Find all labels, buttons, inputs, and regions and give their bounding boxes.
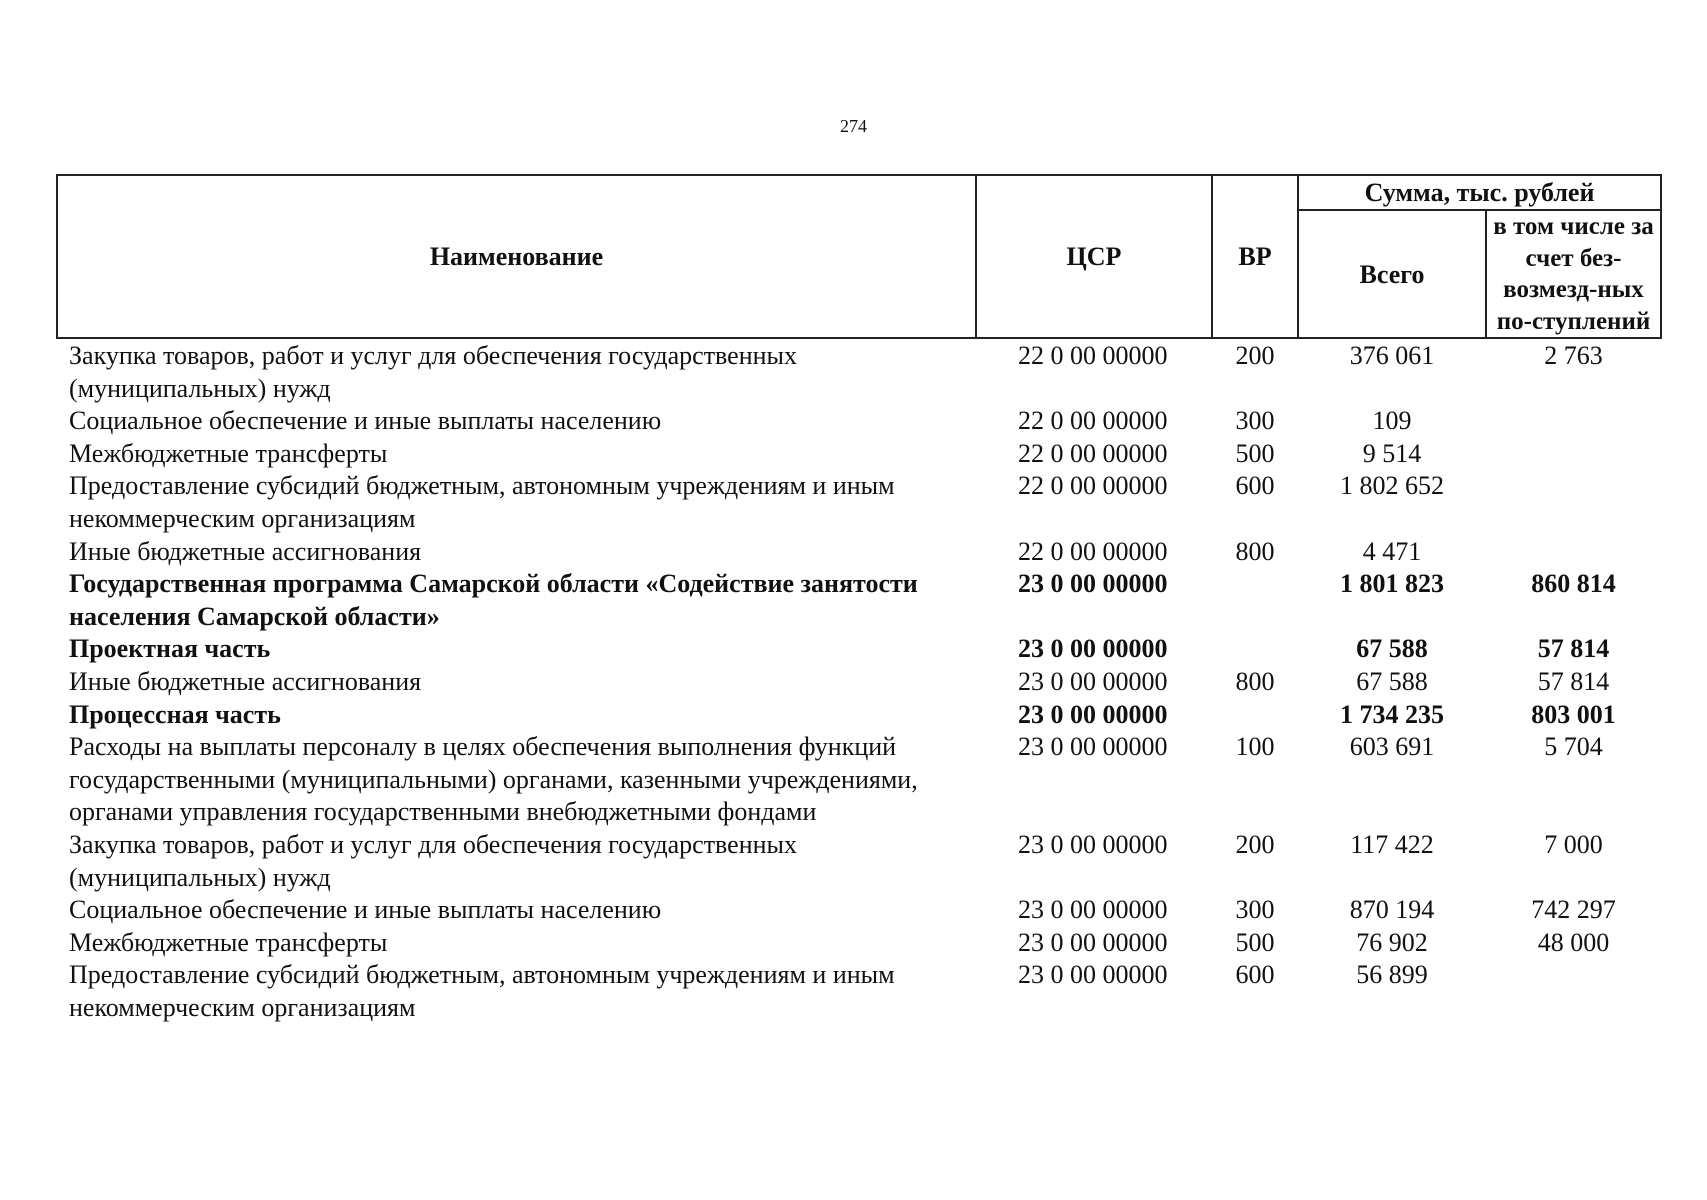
cell-total: 67 588 (1356, 634, 1428, 664)
cell-name: Предоставление субсидий бюджетным, автономным учреждениям и иным некоммерческим организациям (69, 960, 895, 1022)
table-row (57, 894, 1661, 927)
cell-vr: 600 (1235, 960, 1275, 990)
cell-gratis: 742 297 (1531, 895, 1616, 925)
cell-csr: 22 0 00 00000 (1018, 536, 1168, 566)
cell-gratis: 57 814 (1537, 666, 1610, 696)
cell-vr: 300 (1235, 895, 1275, 925)
header-csr: ЦСР (976, 175, 1212, 338)
cell-gratis (1486, 405, 1661, 438)
cell-csr: 22 0 00 00000 (1018, 438, 1168, 468)
cell-total: 9 514 (1362, 438, 1422, 468)
page-number: 274 (840, 116, 867, 136)
table-row (57, 731, 1661, 829)
cell-total: 4 471 (1362, 536, 1422, 566)
cell-total: 1 802 652 (1340, 471, 1444, 501)
cell-total: 76 902 (1356, 927, 1428, 957)
cell-csr: 23 0 00 00000 (1018, 960, 1168, 990)
cell-total: 117 422 (1350, 829, 1434, 859)
cell-vr: 500 (1235, 438, 1275, 468)
cell-csr: 23 0 00 00000 (1018, 699, 1168, 729)
header-sum: Сумма, тыс. рублей (1298, 175, 1661, 210)
cell-total: 603 691 (1349, 732, 1435, 762)
cell-gratis: 7 000 (1544, 829, 1603, 859)
cell-vr: 200 (1235, 829, 1275, 859)
cell-vr (1212, 699, 1298, 732)
table-row (57, 438, 1661, 471)
cell-total: 1 734 235 (1340, 699, 1444, 729)
cell-vr (1212, 568, 1298, 633)
cell-gratis: 5 704 (1544, 732, 1603, 762)
cell-vr: 600 (1235, 471, 1275, 501)
cell-csr: 23 0 00 00000 (1018, 634, 1168, 664)
cell-gratis (1486, 959, 1661, 1024)
cell-name: Проектная часть (69, 634, 271, 664)
cell-gratis: 803 001 (1531, 699, 1616, 729)
cell-csr: 23 0 00 00000 (1018, 895, 1168, 925)
cell-name: Социальное обеспечение и иные выплаты населению (69, 406, 662, 436)
cell-vr: 300 (1235, 406, 1275, 436)
cell-name: Межбюджетные трансферты (69, 927, 388, 957)
table-row (57, 927, 1661, 960)
cell-name: Закупка товаров, работ и услуг для обеспечения государственных (муниципальных) нужд (69, 341, 798, 403)
cell-csr: 23 0 00 00000 (1018, 732, 1168, 762)
cell-gratis: 57 814 (1537, 634, 1610, 664)
cell-name: Иные бюджетные ассигнования (69, 666, 422, 696)
cell-name: Закупка товаров, работ и услуг для обеспечения государственных (муниципальных) нужд (69, 829, 798, 892)
table-row (57, 829, 1661, 894)
cell-name: Государственная программа Самарской области «Содействие занятости населения Самарской области» (69, 569, 918, 631)
cell-name: Социальное обеспечение и иные выплаты населению (69, 895, 662, 925)
table-body (57, 338, 1661, 1024)
cell-total: 56 899 (1356, 960, 1428, 990)
cell-csr: 23 0 00 00000 (1018, 927, 1168, 957)
cell-vr: 500 (1235, 927, 1275, 957)
budget-table (56, 174, 1662, 1024)
table-row (57, 633, 1661, 666)
cell-total: 376 061 (1349, 341, 1435, 370)
cell-csr: 22 0 00 00000 (1018, 341, 1168, 370)
cell-vr (1212, 633, 1298, 666)
cell-vr: 800 (1235, 666, 1275, 696)
table-row (57, 959, 1661, 1024)
cell-total: 1 801 823 (1340, 569, 1444, 599)
cell-total: 109 (1372, 406, 1412, 436)
cell-gratis (1486, 470, 1661, 535)
cell-total: 870 194 (1349, 895, 1435, 925)
header-total: Всего (1298, 210, 1486, 338)
table-row (57, 405, 1661, 438)
cell-gratis (1486, 438, 1661, 471)
cell-name: Расходы на выплаты персоналу в целях обеспечения выполнения функций государственными (муниципальными) органами, казенными учреждениями, органами управления государственными внебюджетными фондами (69, 732, 918, 827)
table-header (57, 175, 1661, 338)
header-name: Наименование (57, 175, 976, 338)
table-row (57, 699, 1661, 732)
header-gratis: в том числе за счет без-возмезд-ных по-ступлений (1486, 210, 1661, 338)
cell-name: Иные бюджетные ассигнования (69, 536, 422, 566)
table-row (57, 568, 1661, 633)
table-row (57, 666, 1661, 699)
cell-vr: 100 (1235, 732, 1275, 762)
cell-csr: 23 0 00 00000 (1018, 829, 1168, 859)
cell-vr: 200 (1235, 341, 1275, 370)
cell-total: 67 588 (1356, 666, 1428, 696)
cell-csr: 23 0 00 00000 (1018, 569, 1168, 599)
cell-gratis (1486, 536, 1661, 569)
cell-csr: 22 0 00 00000 (1018, 406, 1168, 436)
table-row (57, 536, 1661, 569)
cell-gratis: 48 000 (1537, 927, 1610, 957)
cell-csr: 22 0 00 00000 (1018, 471, 1168, 501)
cell-vr: 800 (1235, 536, 1275, 566)
cell-name: Межбюджетные трансферты (69, 438, 388, 468)
cell-gratis: 860 814 (1531, 569, 1616, 599)
table-row (57, 338, 1661, 405)
header-vr: ВР (1212, 175, 1298, 338)
table-row (57, 470, 1661, 535)
cell-gratis: 2 763 (1544, 341, 1603, 370)
cell-name: Процессная часть (69, 699, 281, 729)
cell-name: Предоставление субсидий бюджетным, автономным учреждениям и иным некоммерческим организациям (69, 471, 895, 533)
cell-csr: 23 0 00 00000 (1018, 666, 1168, 696)
